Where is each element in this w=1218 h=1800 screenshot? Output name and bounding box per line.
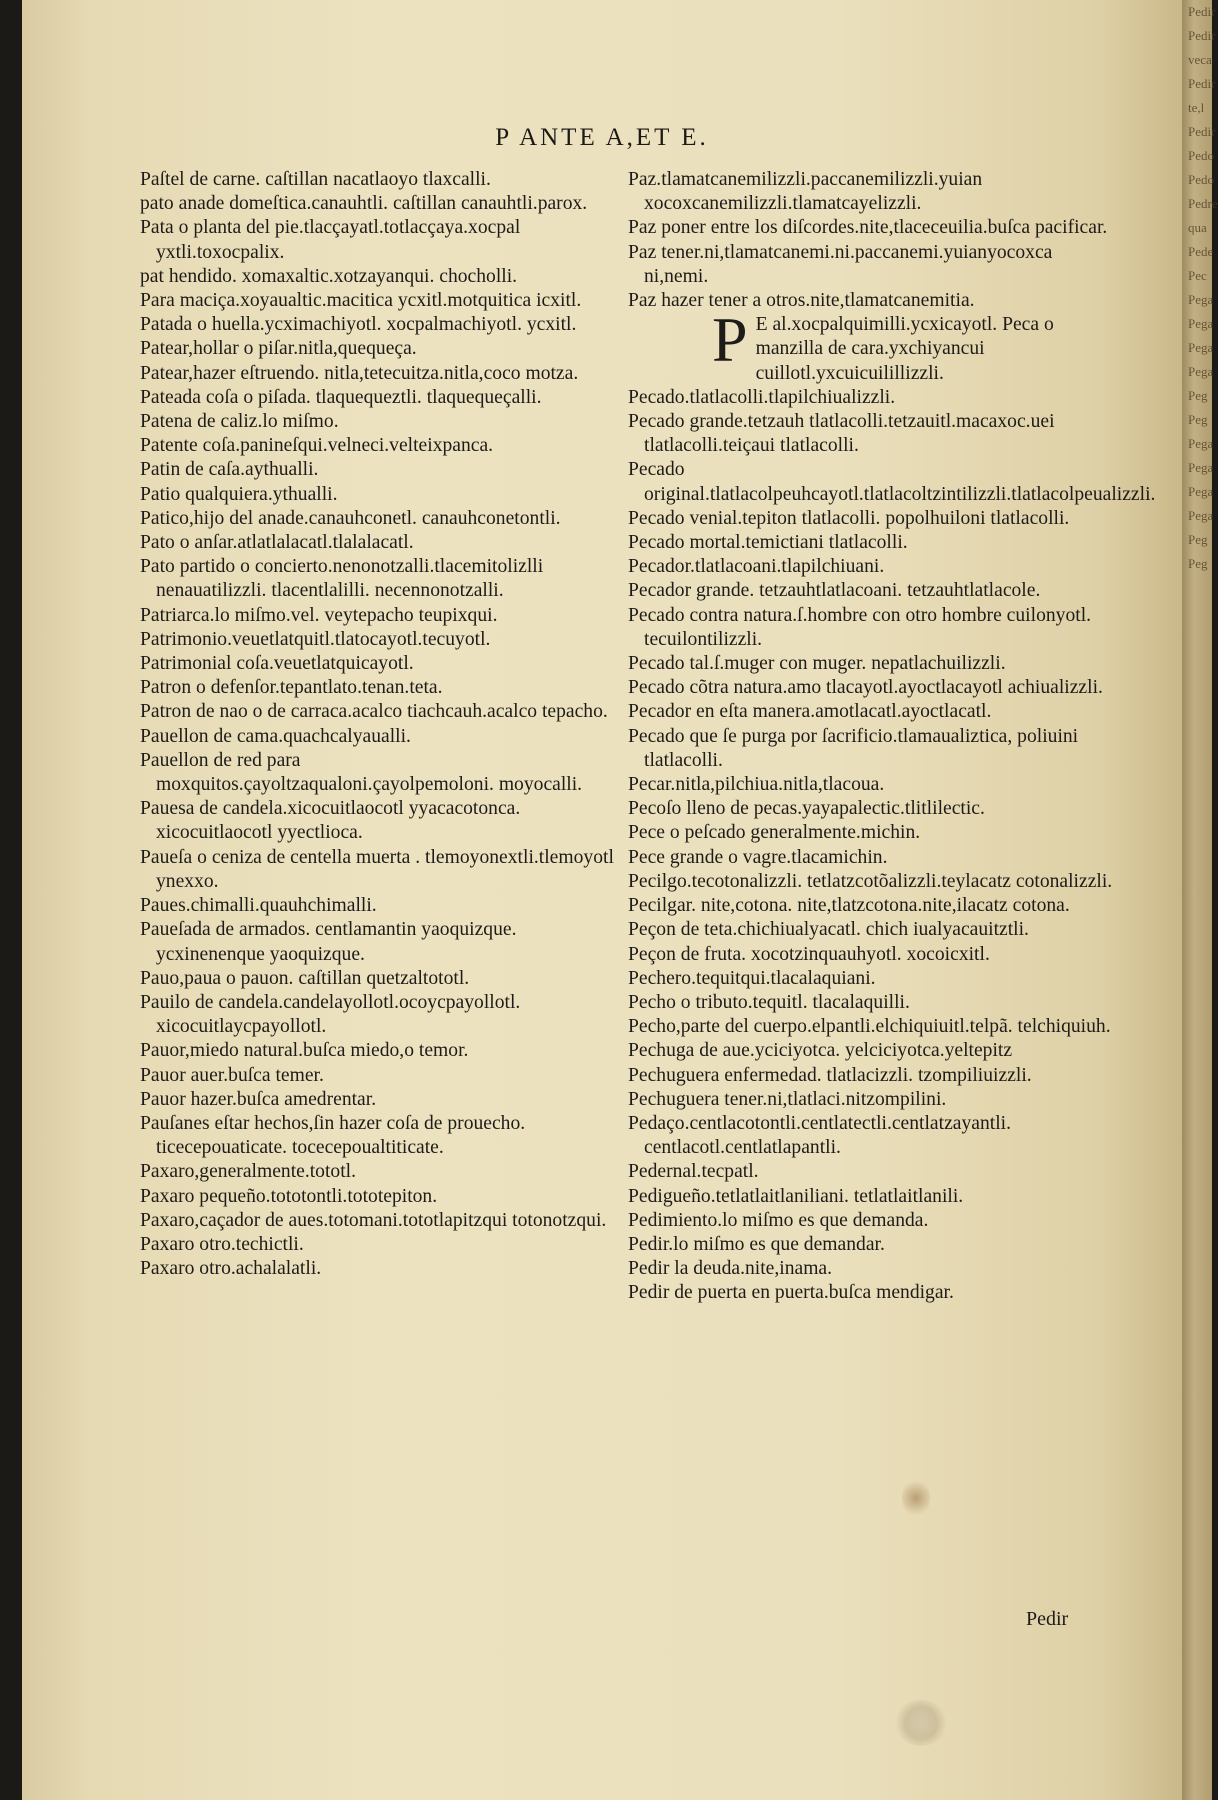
- facing-page-fragment: Pedo: [1188, 172, 1214, 187]
- dictionary-entry: pato anade domeſtica.canauhtli. caſtillan canauhtli.parox.: [140, 193, 588, 215]
- facing-page-fragment: Pedre: [1188, 196, 1218, 211]
- dictionary-entry: Paueſada de armados. centlamantin yaoquizque. ycxinenenque yaoquizque.: [140, 919, 517, 965]
- dictionary-entry: Pecoſo lleno de pecas.yayapalectic.tlitlilectic.: [628, 798, 985, 820]
- dictionary-entry: Patada o huella.ycximachiyotl. xocpalmachiyotl. ycxitl.: [140, 314, 577, 336]
- drop-cap: P: [712, 304, 748, 376]
- dictionary-entry: Paxaro pequeño.tototontli.tototepiton.: [140, 1185, 438, 1207]
- book-page: [22, 0, 1182, 1800]
- dictionary-entry: Pece o peſcado generalmente.michin.: [628, 822, 921, 844]
- dictionary-entry: Pauilo de candela.candelayollotl.ocoycpayollotl. xicocuitlaycpayollotl.: [140, 991, 521, 1038]
- dictionary-entry: Pecho,parte del cuerpo.elpantli.elchiquiuitl.telpã. telchiquiuh.: [628, 1016, 1111, 1038]
- facing-page-fragment: Pedir: [1188, 4, 1216, 19]
- dictionary-entry: Pecado.tlatlacolli.tlapilchiualizzli.: [628, 386, 896, 408]
- dictionary-entry: Pechuguera enfermedad. tlatlacizzli. tzompiliuizzli.: [628, 1064, 1032, 1086]
- dictionary-entry: Pauesa de candela.xicocuitlaocotl yyacacotonca. xicocuitlaocotl yyectlioca.: [140, 798, 521, 844]
- dictionary-entry: Pedernal.tecpatl.: [628, 1161, 759, 1183]
- dictionary-entry: Pecilgo.tecotonalizzli. tetlatzcotõalizzli.teylacatz cotonalizzli.: [628, 870, 1113, 892]
- dictionary-entry: Pato partido o concierto.nenonotzalli.tlacemitolizlli nenauatilizzli. tlacentlalilli. necennonotzalli.: [140, 556, 544, 602]
- facing-page-fragment: Pedir: [1188, 76, 1216, 91]
- dictionary-entry: Paueſa o ceniza de centella muerta . tlemoyonextli.tlemoyotl ynexxo.: [140, 846, 614, 892]
- ink-stain: [902, 1478, 930, 1518]
- dictionary-entry: Pechuga de aue.yciciyotca. yelciciyotca.yeltepitz: [628, 1040, 1013, 1062]
- dictionary-entry: Patio qualquiera.ythualli.: [140, 483, 338, 505]
- facing-page-fragment: Pedir: [1188, 124, 1216, 139]
- facing-page-fragment: veca: [1188, 52, 1212, 67]
- dictionary-entry: Pauſanes eſtar hechos,ſin hazer coſa de prouecho. ticecepouaticate. tocecepoualtiticate.: [140, 1112, 526, 1159]
- dictionary-entry: Pecado que ſe purga por ſacrificio.tlamaualiztica, poliuini tlatlacolli.: [628, 725, 1079, 771]
- dictionary-entry: Para maciça.xoyaualtic.macitica ycxitl.motquitica icxitl.: [140, 290, 582, 312]
- dictionary-entry: Pauo,paua o pauon. caſtillan quetzaltototl.: [140, 967, 470, 989]
- dictionary-entry: Pecado contra natura.ſ.hombre con otro hombre cuilonyotl. tecuilontilizzli.: [628, 604, 1092, 650]
- dictionary-entry: Pecilgar. nite,cotona. nite,tlatzcotona.nite,ilacatz cotona.: [628, 895, 1070, 917]
- dictionary-entry: Paxaro,caçador de aues.totomani.tototlapitzqui totonotzqui.: [140, 1209, 607, 1231]
- facing-page-fragment: Pega: [1188, 508, 1214, 523]
- section-initial-entry: [628, 304, 1116, 386]
- dictionary-entry: Paſtel de carne. caſtillan nacatlaoyo tlaxcalli.: [140, 169, 491, 190]
- dictionary-entry: Paxaro otro.techictli.: [140, 1233, 304, 1255]
- dictionary-entry: Pecador.tlatlacoani.tlapilchiuani.: [628, 556, 885, 578]
- dictionary-entry: Pecador en eſta manera.amotlacatl.ayoctlacatl.: [628, 701, 992, 723]
- dictionary-entry: Peçon de teta.chichiualyacatl. chich iualyacauitztli.: [628, 919, 1029, 941]
- dictionary-entry: Pecado tal.ſ.muger con muger. nepatlachuilizzli.: [628, 653, 1006, 675]
- dictionary-entry: Patriarca.lo miſmo.vel. veytepacho teupixqui.: [140, 604, 498, 626]
- facing-page-fragment: te,l: [1188, 100, 1205, 115]
- dictionary-entry: Pateada coſa o piſada. tlaquequeztli. tlaquequeçalli.: [140, 386, 542, 408]
- dictionary-entry: Paues.chimalli.quauhchimalli.: [140, 895, 377, 917]
- dictionary-entry: Pecado grande.tetzauh tlatlacolli.tetzauitl.macaxoc.uei tlatlacolli.teiçaui tlatlacolli.: [628, 411, 1055, 457]
- dictionary-entry: Pecado original.tlatlacolpeuhcayotl.tlatlacoltzintilizzli.tlatlacolpeualizzli.: [628, 459, 1156, 505]
- paper-damage-spot: [894, 1700, 948, 1746]
- dictionary-entry: Pato o anſar.atlatlalacatl.tlalalacatl.: [140, 532, 414, 554]
- facing-page-fragment: Pec: [1188, 268, 1207, 283]
- dictionary-entry: Pecado cõtra natura.amo tlacayotl.ayoctlacayotl achiualizzli.: [628, 677, 1103, 699]
- facing-page-fragment: Peg: [1188, 532, 1208, 547]
- dictionary-entry: Pece grande o vagre.tlacamichin.: [628, 846, 888, 868]
- dictionary-entry: Patico,hijo del anade.canauhconetl. canauhconetontli.: [140, 507, 561, 529]
- facing-page-fragment: Pega: [1188, 436, 1214, 451]
- facing-page-fragment: Pega: [1188, 484, 1214, 499]
- dictionary-entry: Pecado mortal.temictiani tlatlacolli.: [628, 532, 908, 554]
- dictionary-entry: Pedimiento.lo miſmo es que demanda.: [628, 1209, 929, 1231]
- facing-page-fragment: Pega: [1188, 364, 1214, 379]
- dictionary-entry: Patrimonial coſa.veuetlatquicayotl.: [140, 653, 414, 675]
- left-column: [140, 168, 626, 1281]
- dictionary-entry: Pauellon de red para moxquitos.çayoltzaqualoni.çayolpemoloni. moyocalli.: [140, 749, 583, 796]
- dictionary-entry: Pauor,miedo natural.buſca miedo,o temor.: [140, 1040, 469, 1062]
- facing-page-fragment: Peg: [1188, 412, 1208, 427]
- facing-page-fragment: Pega: [1188, 316, 1214, 331]
- facing-page-fragment: Peg: [1188, 388, 1208, 403]
- dictionary-entry: Pechuguera tener.ni,tlatlaci.nitzompilini.: [628, 1088, 947, 1110]
- dictionary-entry: Paxaro,generalmente.tototl.: [140, 1161, 357, 1183]
- dictionary-entry: Patear,hollar o piſar.nitla,quequeça.: [140, 338, 417, 360]
- right-column: [628, 168, 1156, 1306]
- dictionary-entry: Patear,hazer eſtruendo. nitla,tetecuitza.nitla,coco motza.: [140, 362, 579, 384]
- dictionary-entry: Pedir de puerta en puerta.buſca mendigar.: [628, 1282, 954, 1304]
- running-head: P ANTE A,ET E.: [495, 124, 709, 151]
- dictionary-entry: Patena de caliz.lo miſmo.: [140, 411, 339, 433]
- dictionary-entry: Peçon de fruta. xocotzinquauhyotl. xocoicxitl.: [628, 943, 990, 965]
- dictionary-entry: Pecador grande. tetzauhtlatlacoani. tetzauhtlatlacole.: [628, 580, 1041, 602]
- facing-page-fragment: Pede: [1188, 244, 1214, 259]
- dictionary-entry: Pecho o tributo.tequitl. tlacalaquilli.: [628, 991, 910, 1013]
- facing-page-edge: [1182, 0, 1218, 1800]
- facing-page-fragment: Pedir: [1188, 28, 1216, 43]
- facing-page-fragment: Pedo: [1188, 148, 1214, 163]
- dictionary-entry: Pedigueño.tetlatlaitlaniliani. tetlatlaitlanili.: [628, 1185, 964, 1207]
- facing-page-fragment: Pega: [1188, 340, 1214, 355]
- dictionary-entry: Patrimonio.veuetlatquitl.tlatocayotl.tecuyotl.: [140, 628, 491, 650]
- dictionary-entry: Pauor auer.buſca temer.: [140, 1064, 324, 1086]
- facing-page-fragment: Pega: [1188, 460, 1214, 475]
- dictionary-entry: Paz.tlamatcanemilizzli.paccanemilizzli.yuian xocoxcanemilizzli.tlamatcayelizzli.: [628, 169, 983, 215]
- dictionary-entry: Pauor hazer.buſca amedrentar.: [140, 1088, 377, 1110]
- dictionary-entry: Pechero.tequitqui.tlacalaquiani.: [628, 967, 876, 989]
- dictionary-entry: Pedir la deuda.nite,inama.: [628, 1258, 833, 1280]
- dictionary-entry: Pecado venial.tepiton tlatlacolli. popolhuiloni tlatlacolli.: [628, 507, 1070, 529]
- dictionary-entry: Paz poner entre los diſcordes.nite,tlaceceuilia.buſca pacificar.: [628, 217, 1108, 239]
- dictionary-entry: Pedaço.centlacotontli.centlatectli.centlatzayantli. centlacotl.centlatlapantli.: [628, 1112, 1011, 1159]
- initial-entry-text: E al.xocpalquimilli.ycxicayotl. Peca o manzilla de cara.yxchiyancui cuillotl.yxcuicuilillizzli.: [755, 314, 1054, 384]
- dictionary-entry: Paz hazer tener a otros.nite,tlamatcanemitia.: [628, 290, 975, 312]
- facing-page-fragment: Pega: [1188, 292, 1214, 307]
- facing-page-fragment: qua: [1188, 220, 1207, 235]
- dictionary-entry: Paz tener.ni,tlamatcanemi.ni.paccanemi.yuianyocoxca ni,nemi.: [628, 241, 1053, 287]
- dictionary-entry: Patin de caſa.aythualli.: [140, 459, 319, 481]
- dictionary-entry: Patron de nao o de carraca.acalco tiachcauh.acalco tepacho.: [140, 701, 608, 723]
- dictionary-entry: Pedir.lo miſmo es que demandar.: [628, 1233, 885, 1255]
- dictionary-entry: Pata o planta del pie.tlacçayatl.totlacçaya.xocpal yxtli.toxocpalix.: [140, 217, 521, 263]
- catchword: Pedir: [1026, 1608, 1069, 1630]
- dictionary-entry: Patron o defenſor.tepantlato.tenan.teta.: [140, 677, 443, 699]
- dictionary-entry: Pauellon de cama.quachcalyaualli.: [140, 725, 411, 747]
- dictionary-entry: pat hendido. xomaxaltic.xotzayanqui. chocholli.: [140, 265, 518, 287]
- dictionary-entry: Paxaro otro.achalalatli.: [140, 1258, 322, 1280]
- facing-page-fragment: Peg: [1188, 556, 1208, 571]
- dictionary-entry: Pecar.nitla,pilchiua.nitla,tlacoua.: [628, 774, 885, 796]
- dictionary-entry: Patente coſa.panineſqui.velneci.velteixpanca.: [140, 435, 494, 457]
